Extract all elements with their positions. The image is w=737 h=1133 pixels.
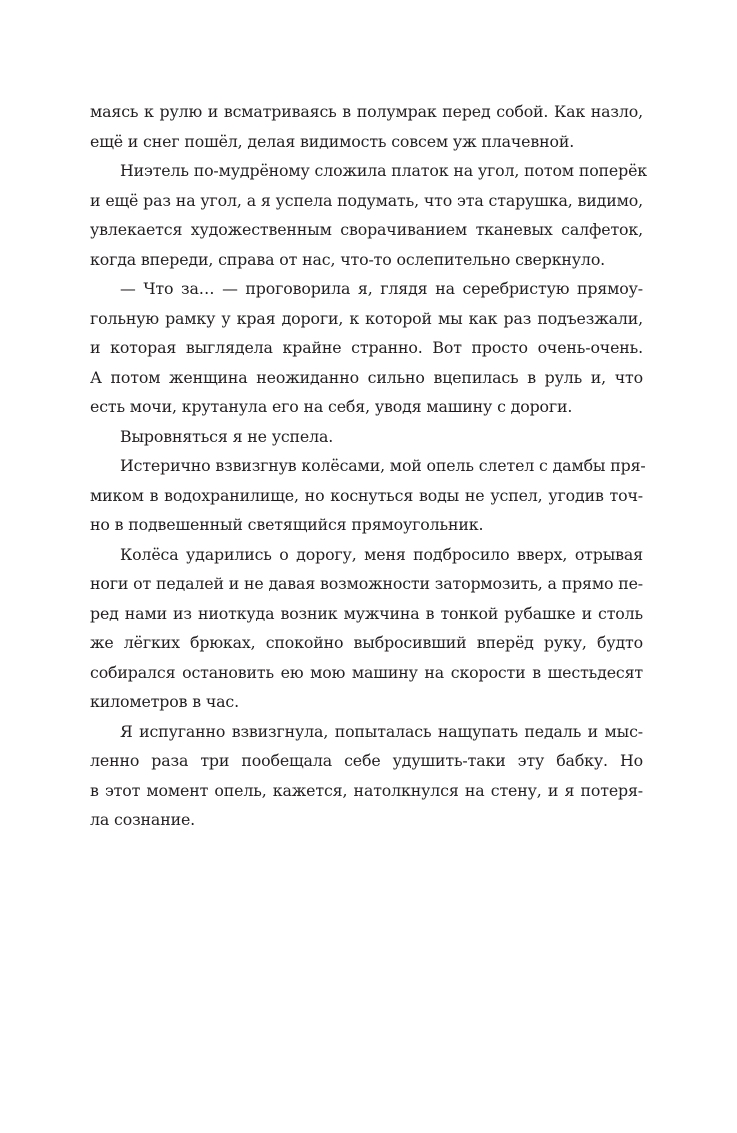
text-line: километров в час. (90, 692, 239, 711)
text-line: и которая выглядела крайне странно. Вот просто очень-очень. (90, 338, 643, 357)
text-line: А потом женщина неожиданно сильно вцепилась в руль и, что (90, 367, 643, 387)
paragraph (90, 422, 643, 452)
paragraph (90, 274, 643, 422)
text-line: в этот момент опель, кажется, натолкнулся на стену, и я потеря- (90, 780, 643, 800)
text-line: маясь к рулю и всматриваясь в полумрак перед собой. Как назло, (90, 102, 643, 121)
text-line: Колёса ударились о дорогу, меня подбросило вверх, отрывая (120, 544, 643, 564)
text-line: гольную рамку у края дороги, к которой мы как раз подъезжали, (90, 308, 643, 328)
text-line: Ниэтель по-мудрёному сложила платок на угол, потом поперёк (120, 161, 648, 180)
text-line: ноги от педалей и не давая возможности затормозить, а прямо пе- (90, 574, 643, 593)
paragraph (90, 540, 643, 717)
text-line: — Что за… — проговорила я, глядя на серебристую прямоу- (120, 279, 643, 298)
text-line: Истерично взвизгнув колёсами, мой опель слетел с дамбы пря- (120, 456, 646, 475)
text-line: ещё и снег пошёл, делая видимость совсем уж плачевной. (90, 131, 575, 151)
text-line: увлекается художественным сворачиванием тканевых салфеток, (90, 220, 643, 239)
text-line: есть мочи, крутанула его на себя, уводя машину с дороги. (90, 397, 573, 416)
text-line: миком в водохранилище, но коснуться воды не успел, угодив точ- (90, 485, 643, 505)
text-line: когда впереди, справа от нас, что-то ослепительно сверкнуло. (90, 249, 606, 269)
text-line: Я испуганно взвизгнула, попыталась нащупать педаль и мыс- (120, 721, 643, 741)
paragraph (90, 156, 648, 274)
text-line: ленно раза три пообещала себе удушить-таки эту бабку. Но (90, 751, 643, 770)
text-line: и ещё раз на угол, а я успела подумать, что эта старушка, видимо, (90, 190, 643, 210)
text-line: ла сознание. (90, 810, 196, 829)
body-text (90, 97, 648, 835)
paragraph (90, 717, 643, 835)
text-line: Выровняться я не успела. (120, 426, 334, 446)
text-line: же лёгких брюках, спокойно выбросивший вперёд руку, будто (90, 633, 643, 652)
text-line: собирался остановить ею мою машину на скорости в шестьдесят (90, 662, 643, 682)
paragraph (90, 97, 643, 156)
text-line: ред нами из ниоткуда возник мужчина в тонкой рубашке и столь (90, 603, 643, 623)
paragraph (90, 451, 646, 540)
text-line: но в подвешенный светящийся прямоугольник. (90, 515, 484, 534)
